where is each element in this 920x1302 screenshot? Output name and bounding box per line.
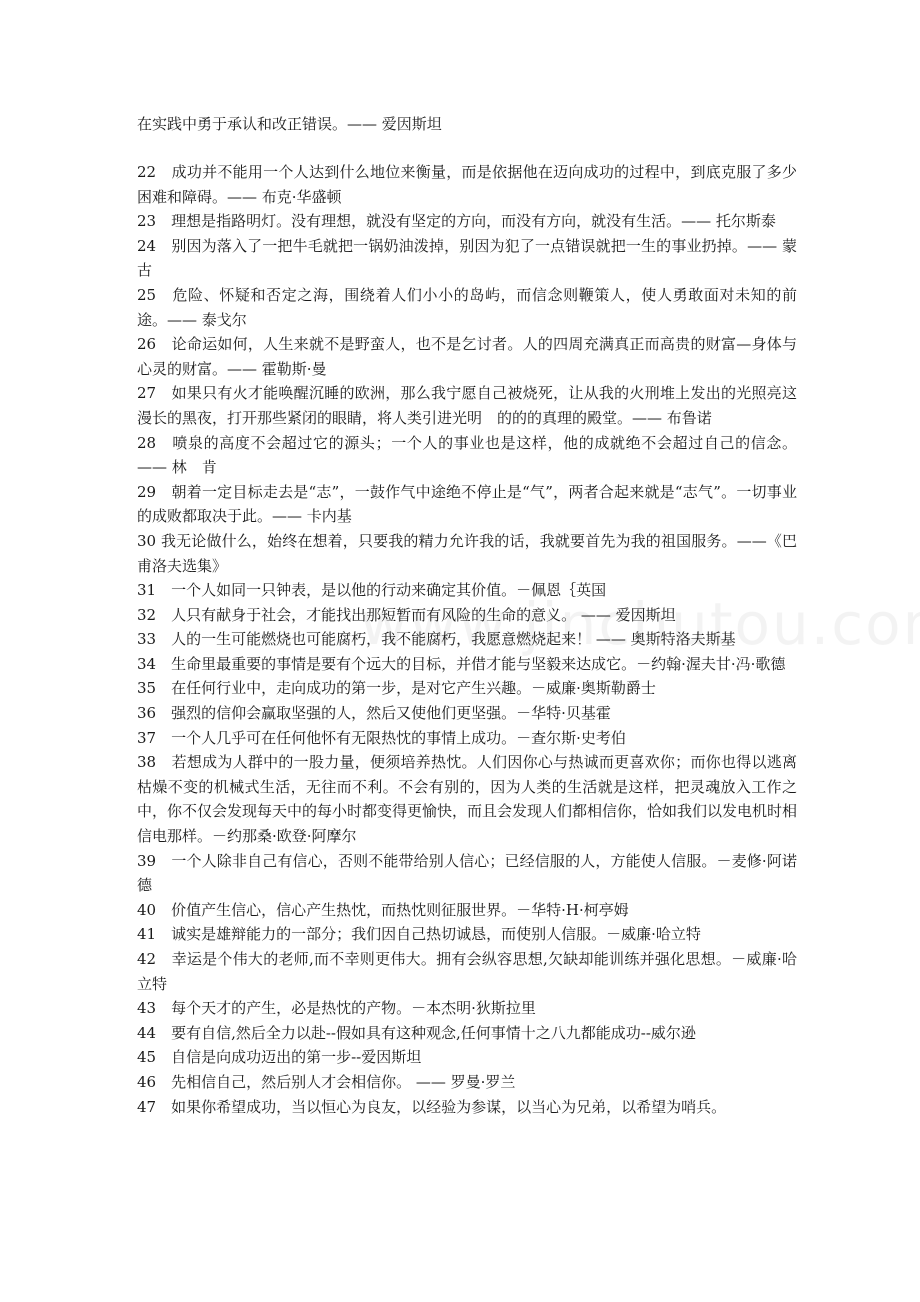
quote-42: 42 幸运是个伟大的老师,而不幸则更伟大。拥有会纵容思想,欠缺却能训练并强化思想。－威廉·哈立特: [137, 950, 797, 993]
quote-23: 23 理想是指路明灯。没有理想，就没有坚定的方向，而没有方向，就没有生活。—— 托尔斯泰: [137, 212, 776, 231]
quote-22: 22 成功并不能用一个人达到什么地位来衡量，而是依据他在迈向成功的过程中，到底克服了多少困难和障碍。—— 布克·华盛顿: [137, 163, 797, 206]
document-page: [137, 112, 813, 1119]
quote-39: 39 一个人除非自己有信心，否则不能带给别人信心；已经信服的人，方能使人信服。－麦修·阿诺德: [137, 851, 797, 895]
quote-45: 45 自信是向成功迈出的第一步--爱因斯坦: [137, 1048, 422, 1067]
quote-26: 26 论命运如何，人生来就不是野蛮人，也不是乞讨者。人的四周充满真正而高贵的财富—身体与心灵的财富。—— 霍勒斯·曼: [137, 335, 797, 378]
quote-30: 30 我无论做什么，始终在想着，只要我的精力允许我的话，我就要首先为我的祖国服务。——《巴甫洛夫选集》: [137, 531, 797, 575]
lead-quote: 在实践中勇于承认和改正错误。—— 爱因斯坦: [137, 115, 442, 133]
quote-46: 46 先相信自己，然后别人才会相信你。 —— 罗曼·罗兰: [137, 1072, 516, 1091]
quote-29: 29 朝着一定目标走去是“志”，一鼓作气中途绝不停止是“气”，两者合起来就是“志气”。一切事业的成败都取决于此。—— 卡内基: [137, 482, 797, 526]
quote-32: 32 人只有献身于社会，才能找出那短暂而有风险的生命的意义。 —— 爱因斯坦: [137, 605, 676, 624]
quote-34: 34 生命里最重要的事情是要有个远大的目标，并借才能与坚毅来达成它。－约翰·渥夫甘·冯·歌德: [137, 654, 786, 673]
quote-37: 37 一个人几乎可在任何他怀有无限热忱的事情上成功。－查尔斯·史考伯: [137, 728, 626, 747]
quote-24: 24 别因为落入了一把牛毛就把一锅奶油泼掉，别因为犯了一点错误就把一生的事业扔掉。—— 蒙 古: [137, 236, 813, 280]
quote-36: 36 强烈的信仰会赢取坚强的人，然后又使他们更坚强。－华特·贝基霍: [137, 704, 611, 723]
quote-list: [137, 160, 813, 1119]
quote-33: 33 人的一生可能燃烧也可能腐朽，我不能腐朽，我愿意燃烧起来！ —— 奥斯特洛夫斯基: [137, 630, 736, 649]
quote-31: 31 一个人如同一只钟表，是以他的行动来确定其价值。－佩恩｛英国: [137, 581, 607, 600]
quote-25: 25 危险、怀疑和否定之海，围绕着人们小小的岛屿，而信念则鞭策人，使人勇敢面对未知的前途。—— 泰戈尔: [137, 285, 797, 329]
quote-38: 38 若想成为人群中的一股力量，便须培养热忱。人们因你心与热诚而更喜欢你；而你也得以逃离枯燥不变的机械式生活，无往而不利。不会有别的，因为人类的生活就是这样，把灵魂放入工作之中，你不仅会发现每天中的每小时都变得更愉快，而且会发现人们都相信你，恰如我们以发电机时相信电那样。－约那桑·欧登·阿摩尔: [137, 753, 798, 846]
quote-41: 41 诚实是雄辩能力的一部分；我们因自己热切诚恳，而使别人信服。－威廉·哈立特: [137, 925, 701, 944]
quote-28: 28 喷泉的高度不会超过它的源头；一个人的事业也是这样，他的成就绝不会超过自己的信念。—— 林 肯: [137, 433, 797, 477]
quote-44: 44 要有自信,然后全力以赴--假如具有这种观念,任何事情十之八九都能成功--威尔逊: [137, 1023, 696, 1042]
quote-47: 47 如果你希望成功，当以恒心为良友，以经验为参谋，以当心为兄弟，以希望为哨兵。: [137, 1097, 727, 1116]
quote-40: 40 价值产生信心，信心产生热忱，而热忱则征服世界。－华特·H·柯亭姆: [137, 900, 629, 919]
quote-27: 27 如果只有火才能唤醒沉睡的欧洲，那么我宁愿自己被烧死，让从我的火刑堆上发出的光照亮这漫长的黑夜，打开那些紧闭的眼睛，将人类引进光明 的的的真理的殿堂。—— 布鲁诺: [137, 384, 797, 427]
quote-35: 35 在任何行业中，走向成功的第一步，是对它产生兴趣。－威廉·奥斯勒爵士: [137, 679, 656, 698]
quote-43: 43 每个天才的产生，必是热忱的产物。－本杰明·狄斯拉里: [137, 999, 536, 1018]
